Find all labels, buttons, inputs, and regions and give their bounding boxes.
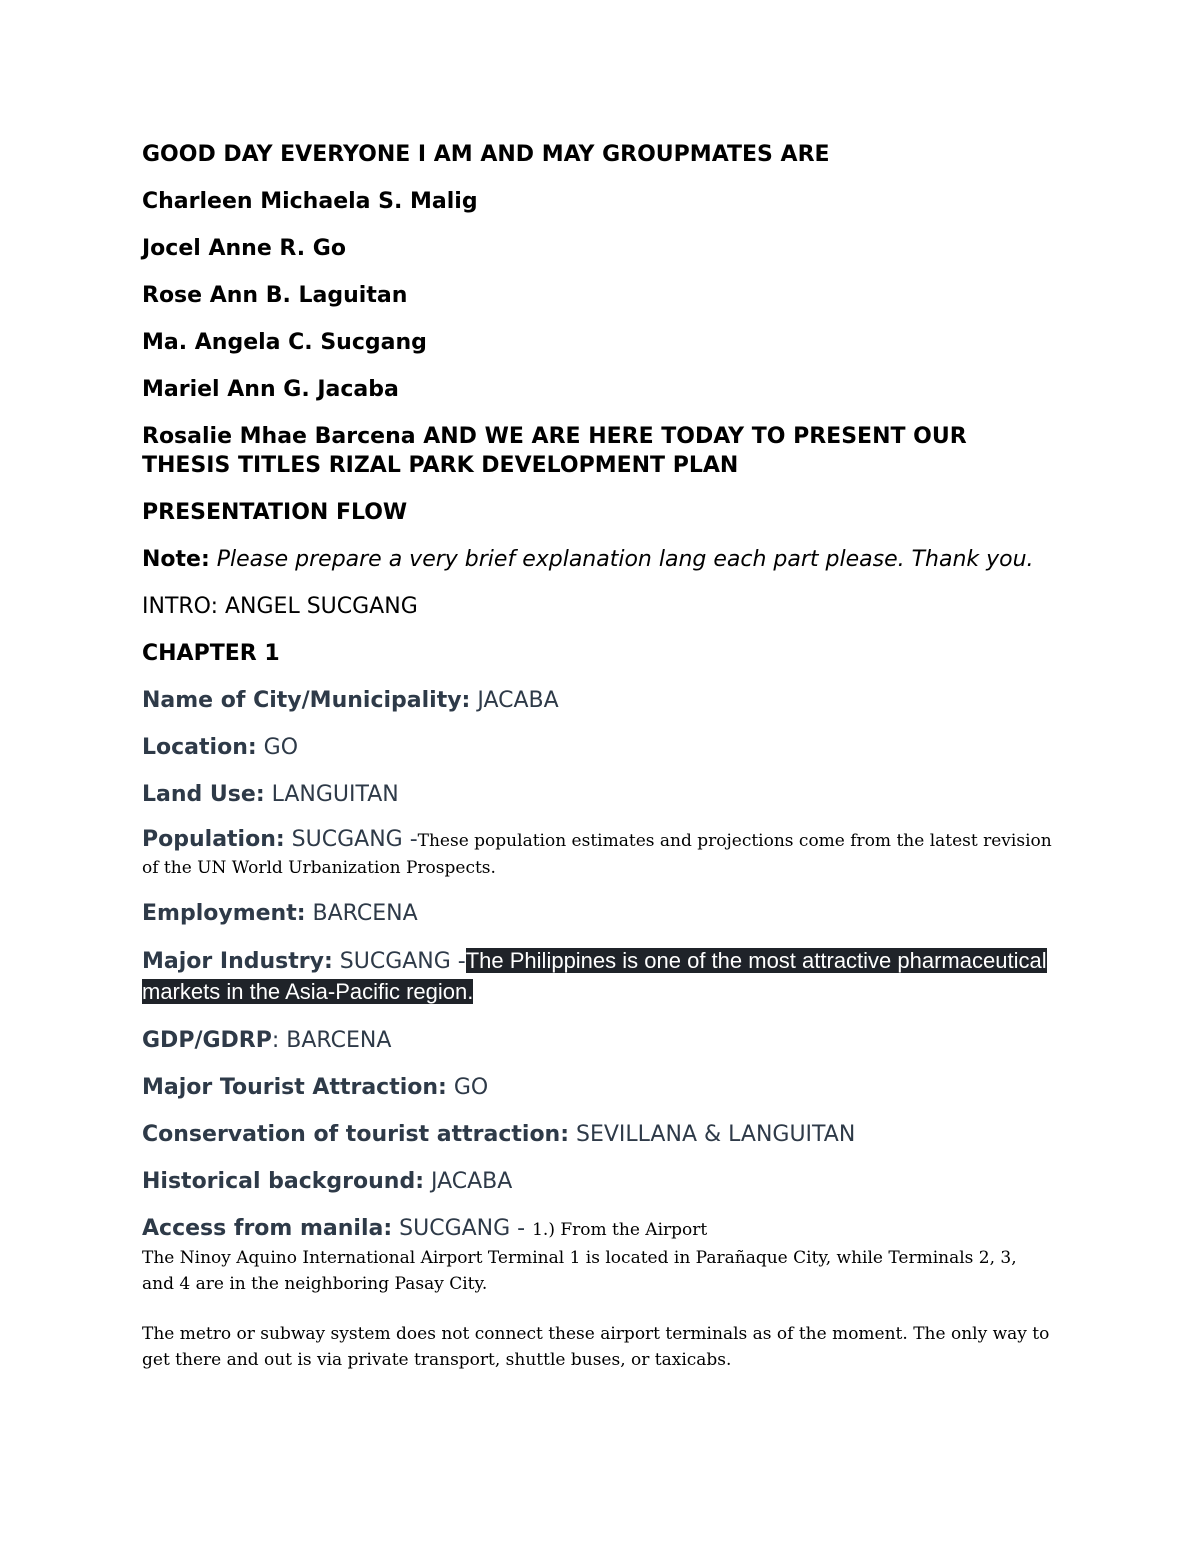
gdp-field [142, 1026, 1052, 1055]
industry-note-highlight: The Philippines is one of the most attractive pharmaceutical markets in the Asia-Pacific region. [142, 948, 1047, 1004]
field-label: Major Industry: [142, 949, 333, 974]
field-value: SUCGANG - [332, 949, 466, 974]
field-label: Conservation of tourist attraction: [142, 1122, 570, 1147]
tourist-attraction-field [142, 1073, 1052, 1102]
field-value: JACABA [470, 688, 559, 713]
field-value: GO [446, 1075, 489, 1100]
field-label: Name of City/Municipality: [142, 688, 471, 713]
greeting-line: GOOD DAY EVERYONE I AM AND MAY GROUPMATES ARE [142, 142, 830, 167]
employment-field [142, 899, 1052, 928]
history-field [142, 1167, 1052, 1196]
field-label: Land Use: [142, 782, 265, 807]
chapter-heading: CHAPTER 1 [142, 641, 280, 666]
field-value: GO [256, 735, 299, 760]
land-use-field [142, 780, 1052, 809]
note-paragraph [142, 545, 1052, 574]
access-field [142, 1214, 1052, 1245]
member-name: Charleen Michaela S. Malig [142, 189, 478, 214]
field-label: Population: [142, 827, 285, 852]
member-name: Ma. Angela C. Sucgang [142, 330, 427, 355]
population-field [142, 827, 1052, 881]
field-label: Location: [142, 735, 257, 760]
thesis-title-line: Rosalie Mhae Barcena AND WE ARE HERE TODAY TO PRESENT OUR THESIS TITLES RIZAL PARK DEVELOPMENT PLAN [142, 424, 967, 478]
field-label: Historical background: [142, 1169, 425, 1194]
paragraph-gap [142, 1297, 1052, 1321]
field-value: : BARCENA [271, 1028, 392, 1053]
note-label: Note: [142, 547, 210, 572]
access-paragraph-1: The Ninoy Aquino International Airport Terminal 1 is located in Parañaque City, while Terminals 2, 3, and 4 are in the neighboring Pasay City. [142, 1248, 1017, 1294]
field-value: SUCGANG - [284, 827, 418, 852]
city-field [142, 686, 1052, 715]
conservation-field [142, 1120, 1052, 1149]
field-label: GDP/GDRP [142, 1028, 272, 1053]
field-value: BARCENA [305, 901, 418, 926]
location-field [142, 733, 1052, 762]
document-body [142, 140, 1052, 1373]
access-paragraph-2: The metro or subway system does not connect these airport terminals as of the moment. The only way to get there and out is via private transport, shuttle buses, or taxicabs. [142, 1324, 1050, 1370]
member-name: Rose Ann B. Laguitan [142, 283, 408, 308]
industry-field [142, 946, 1052, 1008]
member-name: Mariel Ann G. Jacaba [142, 377, 399, 402]
field-value: JACABA [424, 1169, 513, 1194]
note-text: Please prepare a very brief explanation lang each part please. Thank you. [209, 547, 1034, 572]
field-label: Major Tourist Attraction: [142, 1075, 447, 1100]
access-subheading: 1.) From the Airport [532, 1220, 708, 1240]
field-value: SEVILLANA & LANGUITAN [569, 1122, 856, 1147]
field-label: Employment: [142, 901, 306, 926]
population-note: These population estimates and projections come from the latest revision of the UN World Urbanization Prospects. [142, 831, 1052, 878]
intro-line: INTRO: ANGEL SUCGANG [142, 594, 418, 619]
presentation-flow-heading: PRESENTATION FLOW [142, 500, 408, 525]
field-label: Access from manila: [142, 1216, 393, 1241]
field-value: SUCGANG - [392, 1216, 533, 1241]
field-value: LANGUITAN [264, 782, 399, 807]
member-name: Jocel Anne R. Go [142, 236, 346, 261]
